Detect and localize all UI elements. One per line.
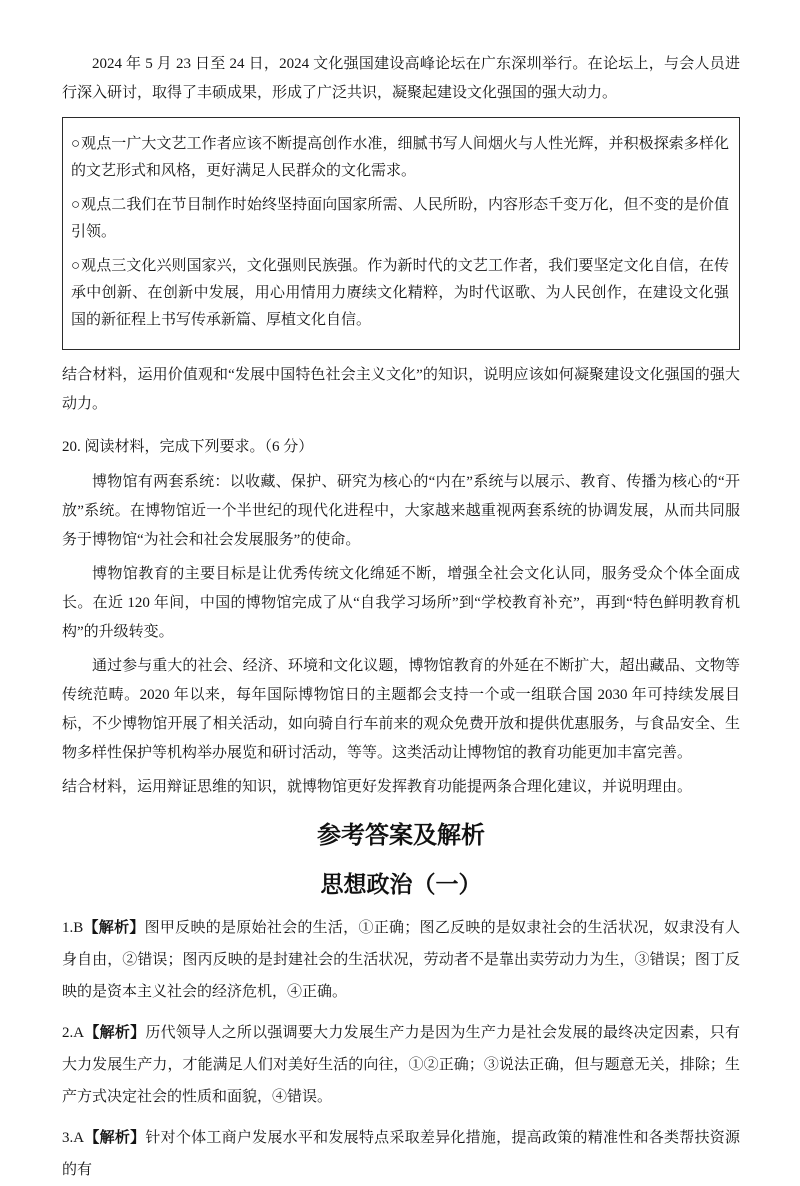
question20-task: 结合材料，运用辩证思维的知识，就博物馆更好发挥教育功能提两条合理化建议，并说明理由。 <box>62 779 693 795</box>
answers-section-subtitle: 思想政治（一） <box>320 871 482 897</box>
circle-bullet-icon: ○ <box>71 136 81 152</box>
answer-2-number: 2.A <box>62 1025 85 1041</box>
answer-item-3 <box>62 1122 740 1186</box>
circle-bullet-icon: ○ <box>71 197 81 213</box>
viewpoint-1-text: 观点一广大文艺工作者应该不断提高创作水准，细腻书写人间烟火与人性光辉，并积极探索多样化的文艺形式和风格，更好满足人民群众的文化需求。 <box>71 136 729 179</box>
answer-2-analysis-marker: 【解析】 <box>84 1025 146 1041</box>
answer-item-2 <box>62 1017 740 1113</box>
viewpoint-3-text: 观点三文化兴则国家兴，文化强则民族强。作为新时代的文艺工作者，我们要坚定文化自信，在传承中创新、在创新中发展，用心用情用力赓续文化精粹，为时代讴歌、为人民创作，在建设文化强国的新征程上书写传承新篇、厚植文化自信。 <box>71 258 729 328</box>
viewpoints-box <box>62 117 740 350</box>
answer-1-text: 图甲反映的是原始社会的生活，①正确；图乙反映的是奴隶社会的生活状况，奴隶没有人身自由，②错误；图丙反映的是封建社会的生活状况，劳动者不是靠出卖劳动力为生，③错误；图丁反映的是资本主义社会的经济危机，④正确。 <box>62 920 740 1000</box>
question20-paragraph-2: 博物馆教育的主要目标是让优秀传统文化绵延不断，增强全社会文化认同，服务受众个体全面成长。在近 120 年间，中国的博物馆完成了从“自我学习场所”到“学校教育补充”，再到“特色鲜明教育机构”的升级转变。 <box>62 566 740 640</box>
question20-paragraph-1: 博物馆有两套系统：以收藏、保护、研究为核心的“内在”系统与以展示、教育、传播为核心的“开放”系统。在博物馆近一个半世纪的现代化进程中，大家越来越重视两套系统的协调发展，从而共同服务于博物馆“为社会和社会发展服务”的使命。 <box>62 474 740 548</box>
viewpoint-item-3 <box>71 253 729 334</box>
answer-3-analysis-marker: 【解析】 <box>84 1130 146 1146</box>
intro-paragraph: 2024 年 5 月 23 日至 24 日，2024 文化强国建设高峰论坛在广东深圳举行。在论坛上，与会人员进行深入研讨，取得了丰硕成果，形成了广泛共识，凝聚起建设文化强国的强大动力。 <box>62 56 740 101</box>
viewpoint-2-text: 观点二我们在节目制作时始终坚持面向国家所需、人民所盼，内容形态千变万化，但不变的是价值引领。 <box>71 197 729 240</box>
question20-header: 20. 阅读材料，完成下列要求。（6 分） <box>62 439 314 455</box>
answer-1-number: 1.B <box>62 920 84 936</box>
answer-2-text: 历代领导人之所以强调要大力发展生产力是因为生产力是社会发展的最终决定因素，只有大力发展生产力，才能满足人们对美好生活的向往，①②正确；③说法正确，但与题意无关，排除；生产方式决定社会的性质和面貌，④错误。 <box>62 1025 740 1105</box>
answer-item-1 <box>62 912 740 1008</box>
answer-3-text: 针对个体工商户发展水平和发展特点采取差异化措施，提高政策的精准性和各类帮扶资源的有 <box>62 1130 740 1178</box>
question20-paragraph-3: 通过参与重大的社会、经济、环境和文化议题，博物馆教育的外延在不断扩大，超出藏品、文物等传统范畴。2020 年以来，每年国际博物馆日的主题都会支持一个或一组联合国 2030 年可持续发展目标，不少博物馆开展了相关活动，如向骑自行车前来的观众免费开放和提供优惠服务，与食品安全、生物多样性保护等机构举办展览和研讨活动，等等。这类活动让博物馆的教育功能更加丰富完善。 <box>62 658 740 761</box>
question19-task: 结合材料，运用价值观和“发展中国特色社会主义文化”的知识，说明应该如何凝聚建设文化强国的强大动力。 <box>62 367 740 412</box>
viewpoint-item-1 <box>71 131 729 185</box>
answers-section-title: 参考答案及解析 <box>317 822 485 849</box>
circle-bullet-icon: ○ <box>71 258 81 274</box>
viewpoint-item-2 <box>71 192 729 246</box>
answer-3-number: 3.A <box>62 1130 85 1146</box>
answer-1-analysis-marker: 【解析】 <box>83 920 145 936</box>
